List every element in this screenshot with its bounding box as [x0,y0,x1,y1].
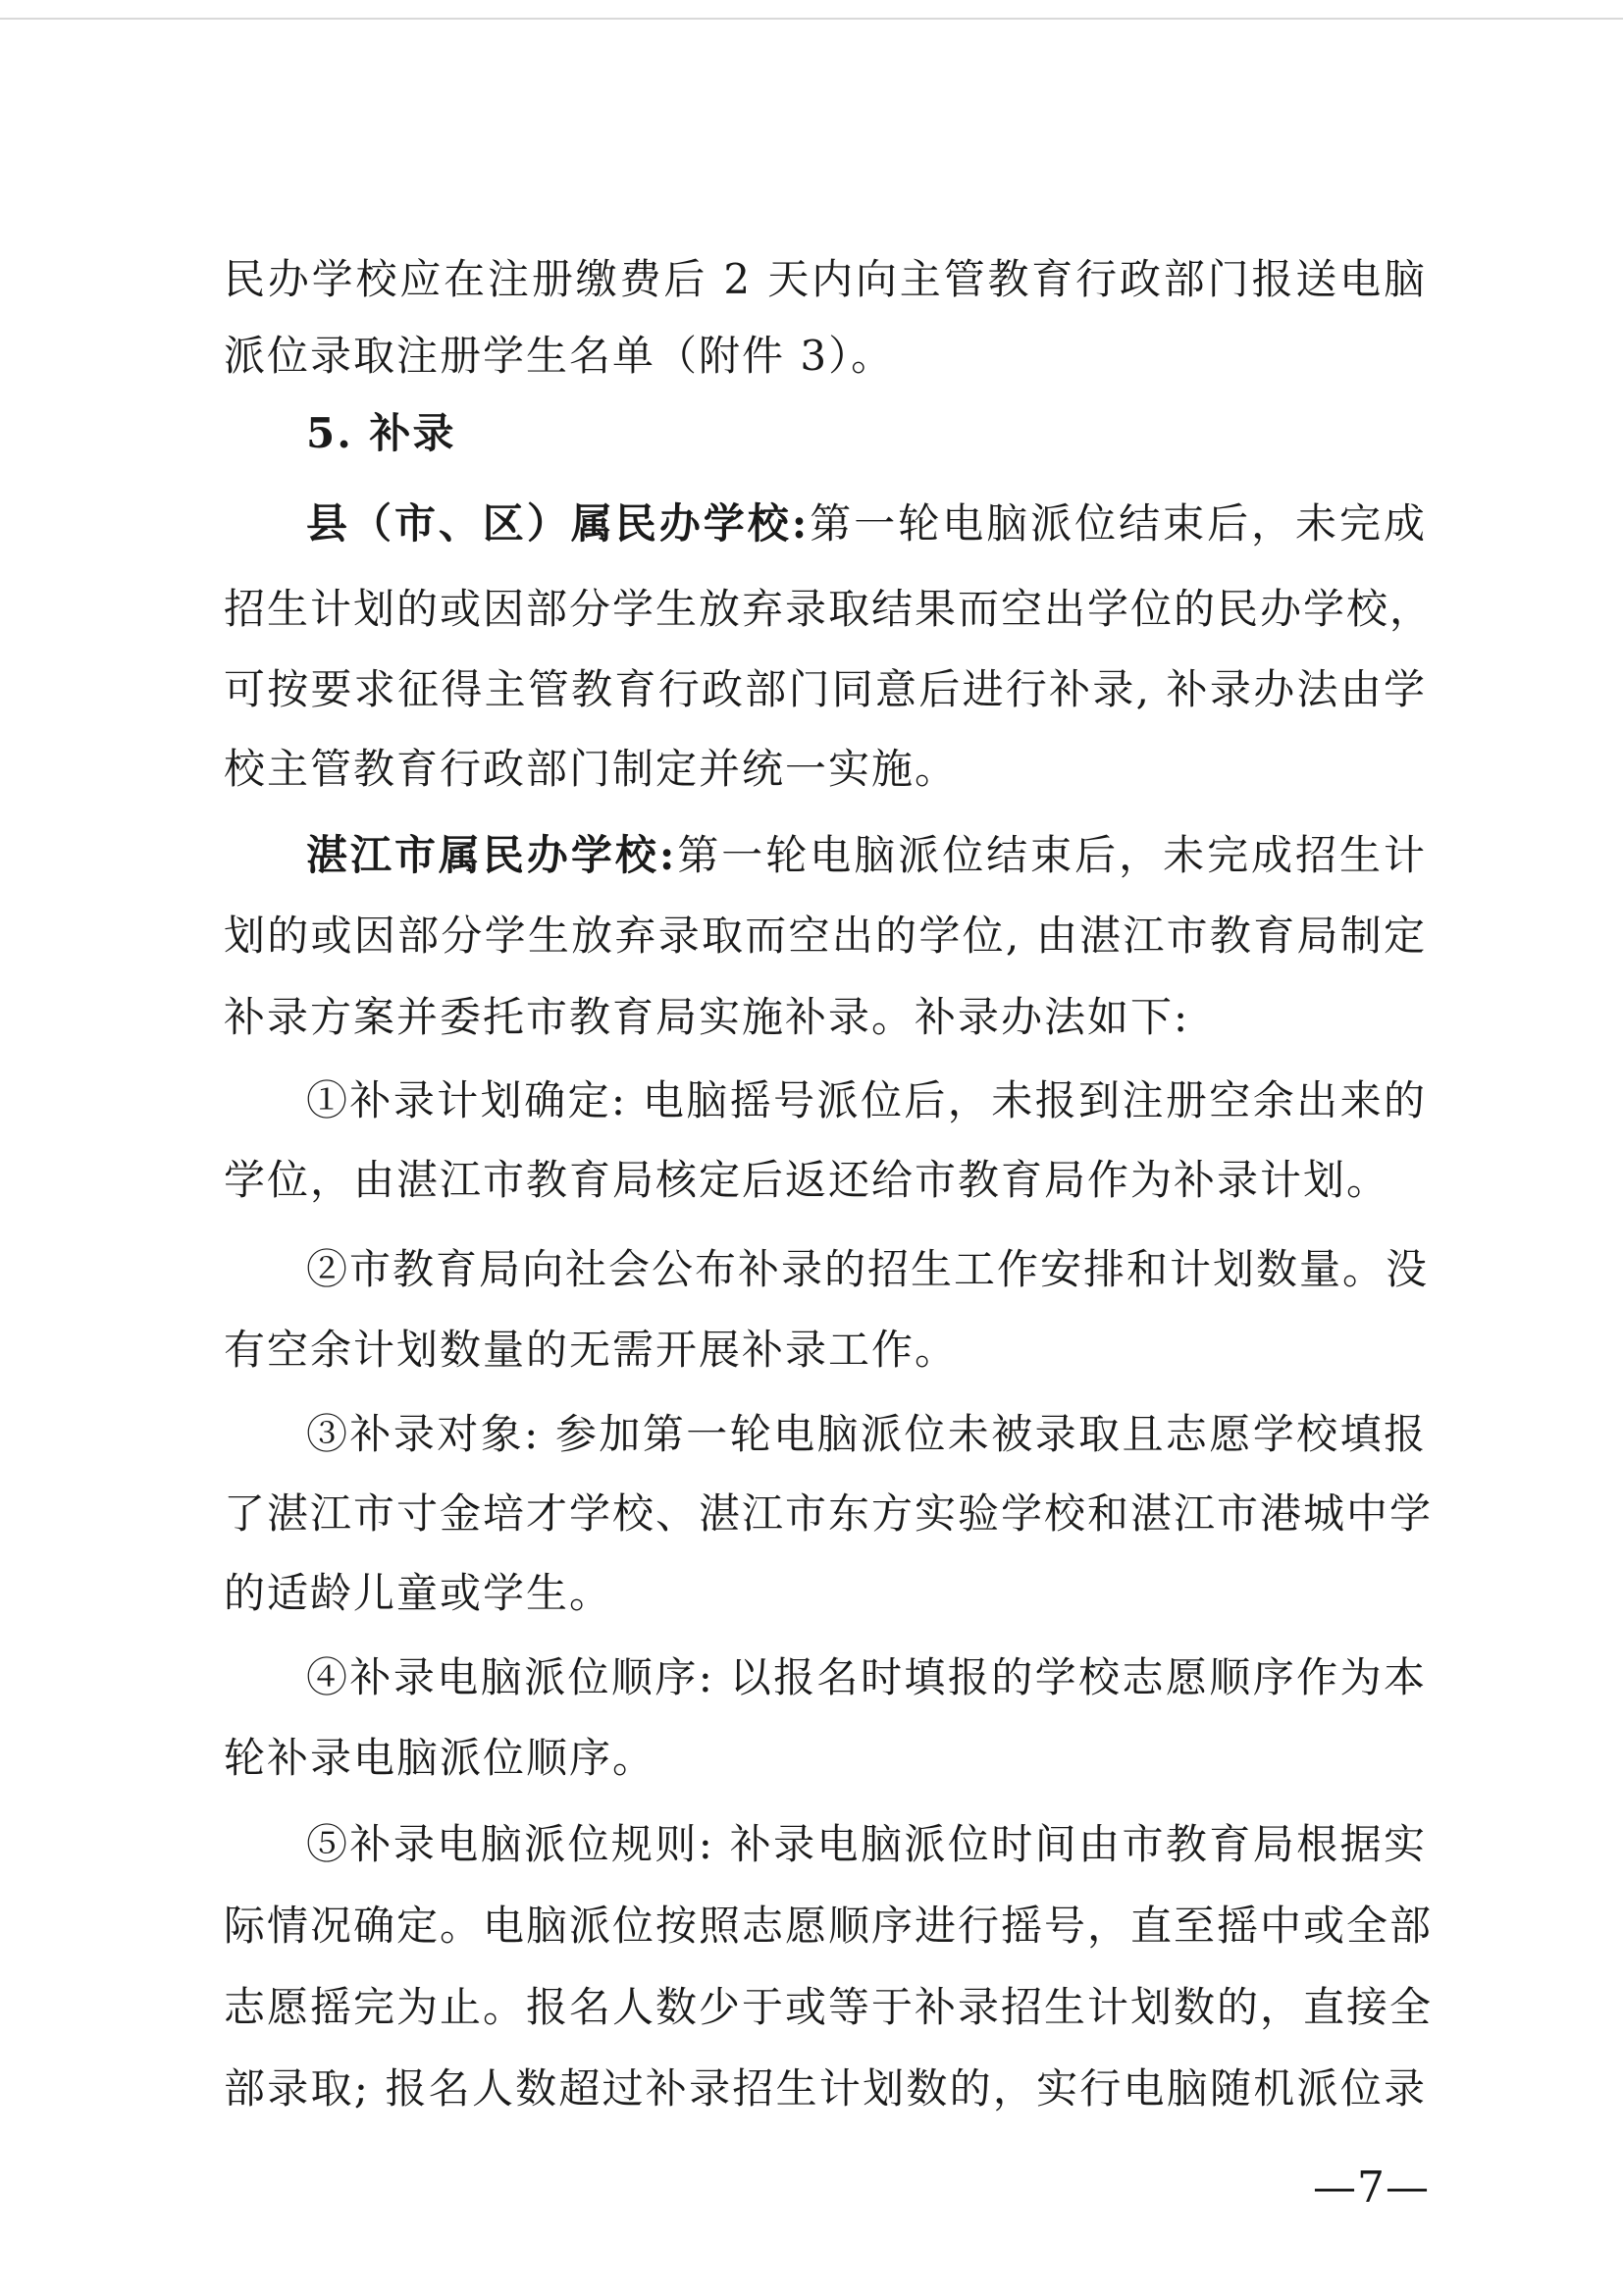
page-number: —7— [1313,2163,1430,2213]
item-3-line-1: ③补录对象: 参加第一轮电脑派位未被录取且志愿学校填报 [306,1410,1427,1458]
section-heading-supplementary: 5. 补录 [306,409,456,457]
lead-term-county: 县（市、区）属民办学校: [306,499,810,548]
item-2-line-2: 有空余计划数量的无需开展补录工作。 [224,1326,959,1374]
text-line-9: 划的或因部分学生放弃录取而空出的学位, 由湛江市教育局制定 [224,912,1427,960]
text-line-2: 派位录取注册学生名单（附件 3）。 [224,332,895,380]
text-line-1: 民办学校应在注册缴费后 2 天内向主管教育行政部门报送电脑 [224,255,1427,303]
item-1-line-1: ①补录计划确定: 电脑摇号派位后，未报到注册空余出来的 [306,1076,1427,1124]
item-1-line-2: 学位，由湛江市教育局核定后返还给市教育局作为补录计划。 [224,1156,1390,1204]
text-line-4: 第一轮电脑派位结束后，未完成 [809,499,1427,548]
lead-term-city: 湛江市属民办学校: [306,831,677,879]
text-line-6: 可按要求征得主管教育行政部门同意后进行补录, 补录办法由学 [224,665,1427,713]
item-2-line-1: ②市教育局向社会公布补录的招生工作安排和计划数量。没 [306,1245,1430,1293]
text-line-5: 招生计划的或因部分学生放弃录取结果而空出学位的民办学校， [224,585,1434,633]
paragraph-county-schools [306,486,1427,562]
item-5-line-1: ⑤补录电脑派位规则: 补录电脑派位时间由市教育局根据实 [306,1820,1427,1868]
item-4-line-1: ④补录电脑派位顺序: 以报名时填报的学校志愿顺序作为本 [306,1653,1427,1701]
item-5-line-3: 志愿摇完为止。报名人数少于或等于补录招生计划数的，直接全 [224,1983,1434,2031]
item-4-line-2: 轮补录电脑派位顺序。 [224,1734,656,1782]
item-5-line-2: 际情况确定。电脑派位按照志愿顺序进行摇号，直至摇中或全部 [224,1902,1434,1950]
text-line-8: 第一轮电脑派位结束后，未完成招生计 [676,831,1427,879]
item-5-line-4: 部录取; 报名人数超过补录招生计划数的，实行电脑随机派位录 [224,2064,1427,2113]
text-line-10: 补录方案并委托市教育局实施补录。补录办法如下: [224,993,1190,1041]
item-3-line-2: 了湛江市寸金培才学校、湛江市东方实验学校和湛江市港城中学 [224,1489,1434,1538]
paragraph-city-schools [306,817,1427,894]
text-line-7: 校主管教育行政部门制定并统一实施。 [224,745,959,793]
item-3-line-3: 的适龄儿童或学生。 [224,1569,613,1617]
